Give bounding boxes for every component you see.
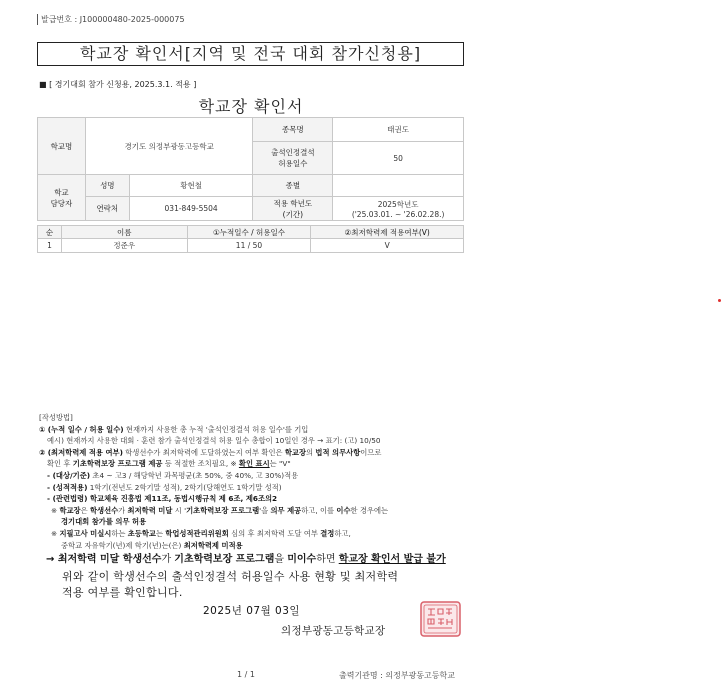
warning-underline: 학교장 확인서 발급 불가: [338, 554, 446, 565]
allowed-days-label-line1: 출석인정결석: [271, 148, 315, 157]
marker-dot: [718, 299, 721, 302]
note-remark-exam: [39, 528, 479, 540]
table-row: [38, 239, 464, 253]
note-text: ※: [51, 528, 60, 538]
note-bold: 초등학교: [127, 528, 156, 538]
note-text: 심의 후 최저학력 도달 여부: [228, 528, 321, 538]
note-text: 가: [118, 505, 128, 515]
note-text: 중학교 자유학기(년)제 학기(년)는(은): [61, 540, 184, 550]
confirmation-statement: [62, 569, 398, 601]
roster-cell-no: 1: [38, 239, 62, 253]
allowed-days-label: [253, 142, 333, 175]
note-bold: - (관련법령) 학교체육 진흥법 제11조, 동법시행규칙 제 6조, 제6조의2: [47, 494, 278, 504]
note-bold: 지필고사 미실시: [59, 528, 112, 538]
note-text: ※: [51, 505, 60, 515]
school-info-table: [37, 117, 464, 221]
note-text: 한 경우에는: [350, 505, 389, 515]
note-text: 하는: [111, 528, 128, 538]
principal-name: 의정부광동고등학교장: [281, 625, 386, 637]
page-number: 1 / 1: [237, 670, 255, 679]
notes-title: [작성방법]: [39, 413, 73, 422]
note-text: 1학기(전년도 2학기말 성적), 2학기(당해연도 1학기말 성적): [87, 482, 282, 492]
note-bold: 기초학력보장 프로그램: [186, 505, 260, 515]
gender-value: [333, 175, 464, 197]
confirmation-line2: 적용 여부를 확인합니다.: [62, 586, 183, 599]
note-text: 등 적절한 조치필요, ※: [162, 459, 239, 469]
warning-text: 을: [274, 554, 288, 565]
warning-bold: 기초학력보장 프로그램: [174, 554, 275, 565]
form-heading: 학교장 확인서: [198, 97, 304, 116]
note-text: 이므로: [360, 447, 382, 457]
note-text: 하고, 이를: [301, 505, 337, 515]
signature-date: 2025년 07월 03일: [203, 605, 301, 617]
contact-value: 031-849-5504: [129, 197, 253, 221]
warning-text: 하면: [316, 554, 339, 565]
note-cumulative-bold: ① (누적 일수 / 허용 일수): [39, 424, 124, 434]
note-law: [39, 493, 479, 505]
note-text: 는: [155, 528, 166, 538]
note-bold: 최저학력 미달: [127, 505, 173, 515]
warning-notice: [46, 550, 446, 565]
note-min-academic-line2: [39, 458, 479, 470]
note-min-academic: [39, 447, 479, 459]
roster-cell-name: 정준우: [61, 239, 187, 253]
note-text: 는 "V": [269, 459, 291, 469]
note-cumulative: [39, 424, 479, 436]
period-value: [333, 197, 464, 221]
roster-cell-days: 11 / 50: [187, 239, 311, 253]
note-bold: 기초학력보장 프로그램 제공: [72, 459, 163, 469]
student-roster-table: [37, 225, 464, 253]
note-bold: 결정: [320, 528, 335, 538]
note-text: 초4 ~ 고3 / 해당학년 과목평균(초 50%, 중 40%, 고 30%)적용: [90, 470, 299, 480]
school-value: 경기도 의정부광동고등학교: [85, 118, 253, 175]
note-bold: 경기대회 참가를 의무 허용: [61, 517, 147, 527]
note-bold: - (대상/기준): [47, 470, 91, 480]
note-example: 예시) 현재까지 사용한 대회 · 훈련 참가 출석인정결석 허용 일수 총합이 10일인 경우 → 표기: (고) 10/50: [47, 436, 381, 446]
warning-bold: 미이수: [287, 554, 317, 565]
manager-label: [38, 175, 86, 221]
writing-instructions: [39, 412, 479, 551]
school-label: 학교명: [38, 118, 86, 175]
official-seal: [420, 601, 461, 637]
sport-label: 종목명: [253, 118, 333, 142]
note-bold: - (성적적용): [47, 482, 88, 492]
note-bold: 학생선수: [89, 505, 119, 515]
roster-header: 이름: [61, 226, 187, 239]
note-grade: [39, 482, 479, 494]
note-text: 의: [306, 447, 316, 457]
note-remark-principal-line2: [39, 516, 479, 528]
period-label: [253, 197, 333, 221]
name-label: 성명: [85, 175, 129, 197]
period-label-line1: 적용 학년도: [273, 198, 313, 208]
allowed-days-label-line2: 허용일수: [278, 159, 308, 168]
note-bold: 학교장: [59, 505, 81, 515]
allowed-days-value: 50: [333, 142, 464, 175]
issue-number: 발급번호 : J100000480-2025-000075: [37, 14, 185, 25]
warning-bold: → 최저학력 미달 학생선수: [46, 554, 162, 565]
note-bold: 학업성적관리위원회: [165, 528, 229, 538]
note-min-academic-bold: ② (최저학력제 적용 여부): [39, 447, 123, 457]
confirmation-line1: 위와 같이 학생선수의 출석인정결석 허용일수 사용 현황 및 최저학력: [62, 570, 399, 583]
roster-cell-check: V: [311, 239, 464, 253]
period-label-line2: (기간): [282, 209, 304, 219]
sport-value: 태권도: [333, 118, 464, 142]
note-cumulative-text: 현재까지 사용한 총 누적 '출석인정결석 허용 일수'를 기입: [123, 424, 309, 434]
roster-header: 순: [38, 226, 62, 239]
document-title: 학교장 확인서[지역 및 전국 대회 참가신청용]: [37, 42, 464, 66]
note-bold: 이수: [336, 505, 351, 515]
manager-label-line2: 담당자: [50, 198, 73, 208]
note-text: 하고,: [334, 528, 351, 538]
note-text: 시 ': [172, 505, 187, 515]
application-note: ■ [ 경기대회 참가 신청용, 2025.3.1. 적용 ]: [39, 80, 197, 89]
note-underline: 확인 표시: [238, 459, 270, 469]
roster-header: ①누적일수 / 허용일수: [187, 226, 311, 239]
gender-label: 종별: [253, 175, 333, 197]
warning-text: 가: [161, 554, 175, 565]
note-remark-principal: [39, 505, 479, 517]
note-text: 확인 후: [47, 459, 73, 469]
period-value-line2: ('25.03.01. ~ '26.02.28.): [351, 209, 445, 219]
note-text: 학생선수가 최저학력에 도달하였는지 여부 확인은: [122, 447, 285, 457]
period-value-line1: 2025학년도: [377, 199, 419, 209]
roster-header: ②최저학력제 적용여부(V): [311, 226, 464, 239]
note-text: '을: [259, 505, 271, 515]
note-target: [39, 470, 479, 482]
issuing-organization: 출력기관명 : 의정부광동고등학교: [339, 671, 455, 680]
note-bold: 법적 의무사항: [315, 447, 361, 457]
name-value: 황현철: [129, 175, 253, 197]
note-bold: 학교장: [284, 447, 307, 457]
note-bold: 의무 제공: [270, 505, 302, 515]
note-bold: 최저학력제 미적용: [183, 540, 243, 550]
manager-label-line1: 학교: [54, 187, 69, 197]
note-text: 은: [80, 505, 90, 515]
contact-label: 연락처: [85, 197, 129, 221]
